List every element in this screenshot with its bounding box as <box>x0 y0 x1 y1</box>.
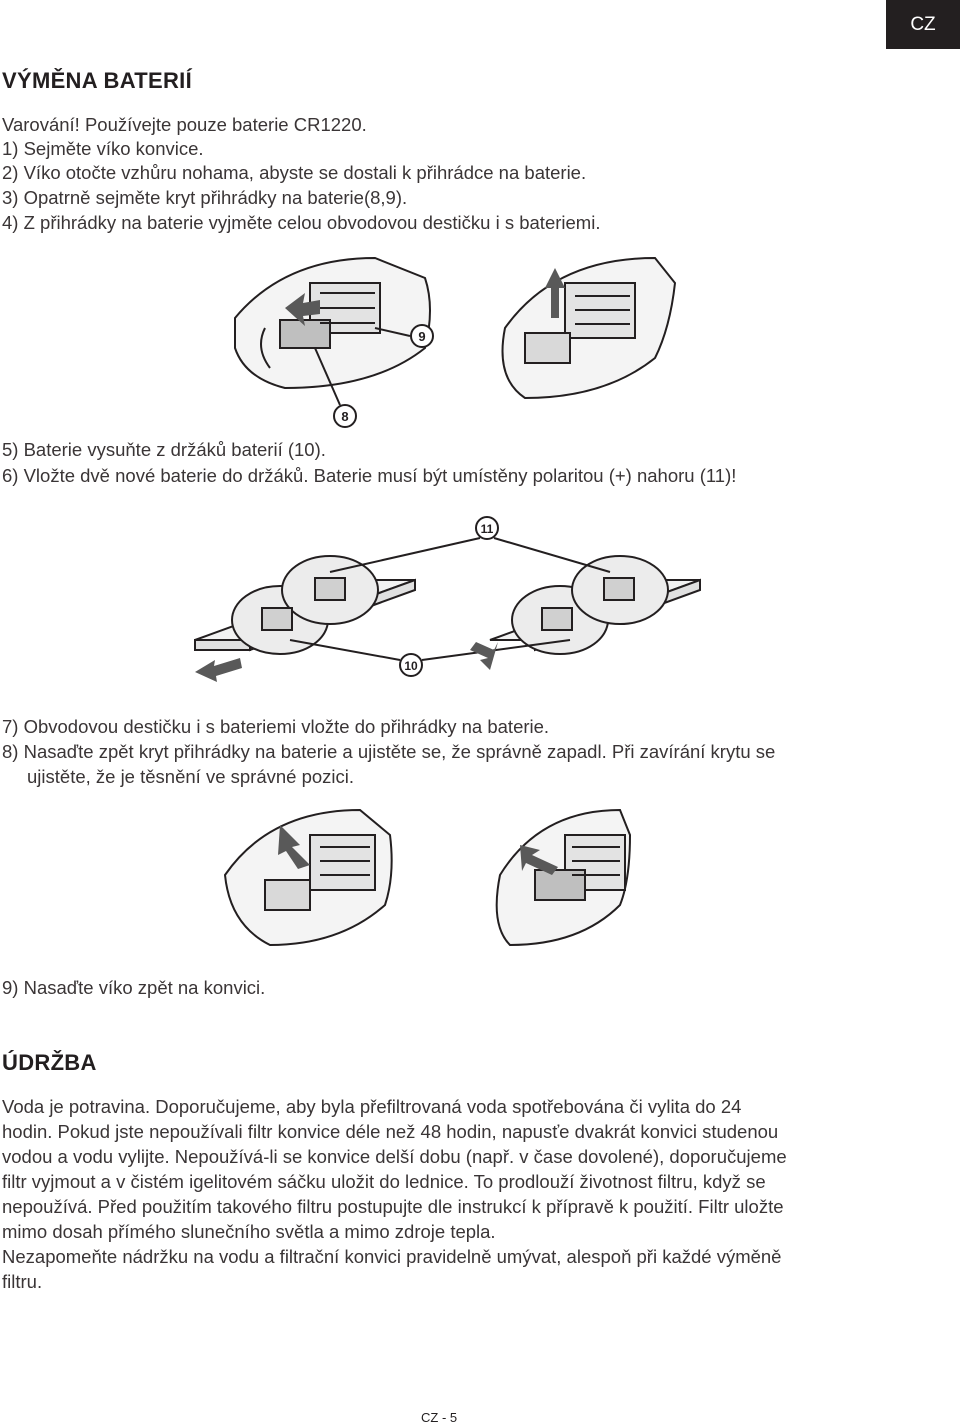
maintenance-line: Voda je potravina. Doporučujeme, aby byla přefiltrovaná voda spotřebována či vylita do 24 <box>2 1096 742 1117</box>
step-5: 5) Baterie vysuňte z držáků baterií (10). <box>2 439 326 460</box>
maintenance-line: vodou a vodu vylijte. Nepoužívá-li se konvice delší dobu (např. v čase dovolené), doporučujeme <box>2 1146 787 1167</box>
maintenance-line: mimo dosah přímého slunečního světla a mimo zdroje tepla. <box>2 1221 496 1242</box>
callout-10: 10 <box>404 659 418 673</box>
step-8-continued: ujistěte, že je těsnění ve správné pozici. <box>27 766 355 787</box>
step-2: 2) Víko otočte vzhůru nohama, abyste se dostali k přihrádce na baterie. <box>2 162 587 183</box>
maintenance-line: filtru. <box>2 1271 43 1292</box>
step-8: 8) Nasaďte zpět kryt přihrádky na baterie a ujistěte se, že správně zapadl. Při zavírání krytu se <box>2 741 776 762</box>
callout-11: 11 <box>480 522 494 536</box>
step-3: 3) Opatrně sejměte kryt přihrádky na baterie(8,9). <box>2 187 408 208</box>
figure-remove-cover <box>225 248 675 428</box>
page-number: CZ - 5 <box>421 1410 458 1425</box>
warning-line: Varování! Používejte pouze baterie CR1220. <box>2 114 367 135</box>
section-title-battery: VÝMĚNA BATERIÍ <box>2 68 192 93</box>
figure-insert-cover <box>220 805 630 955</box>
language-tab: CZ <box>886 0 960 49</box>
maintenance-line: Nezapomeňte nádržku na vodu a filtrační konvici pravidelně umývat, alespoň při každé výměně <box>2 1246 782 1267</box>
maintenance-line: nepoužívá. Před použitím takového filtru postupujte dle instrukcí k přípravě k použití. Filtr uložte <box>2 1196 784 1217</box>
step-6: 6) Vložte dvě nové baterie do držáků. Baterie musí být umístěny polaritou (+) nahoru (11)! <box>2 465 737 486</box>
step-1: 1) Sejměte víko konvice. <box>2 138 204 159</box>
maintenance-line: filtr vyjmout a v čistém igelitovém sáčku uložit do lednice. To prodlouží životnost filtru, když se <box>2 1171 766 1192</box>
step-9: 9) Nasaďte víko zpět na konvici. <box>2 977 266 998</box>
callout-8: 8 <box>341 409 349 424</box>
maintenance-line: hodin. Pokud jste nepoužívali filtr konvice déle než 48 hodin, napusťe dvakrát konvici studenou <box>2 1121 779 1142</box>
section-title-maintenance: ÚDRŽBA <box>2 1050 97 1075</box>
step-7: 7) Obvodovou destičku i s bateriemi vložte do přihrádky na baterie. <box>2 716 550 737</box>
step-4: 4) Z přihrádky na baterie vyjměte celou obvodovou destičku i s bateriemi. <box>2 212 601 233</box>
callout-9: 9 <box>418 329 426 344</box>
figure-batteries <box>190 510 700 690</box>
